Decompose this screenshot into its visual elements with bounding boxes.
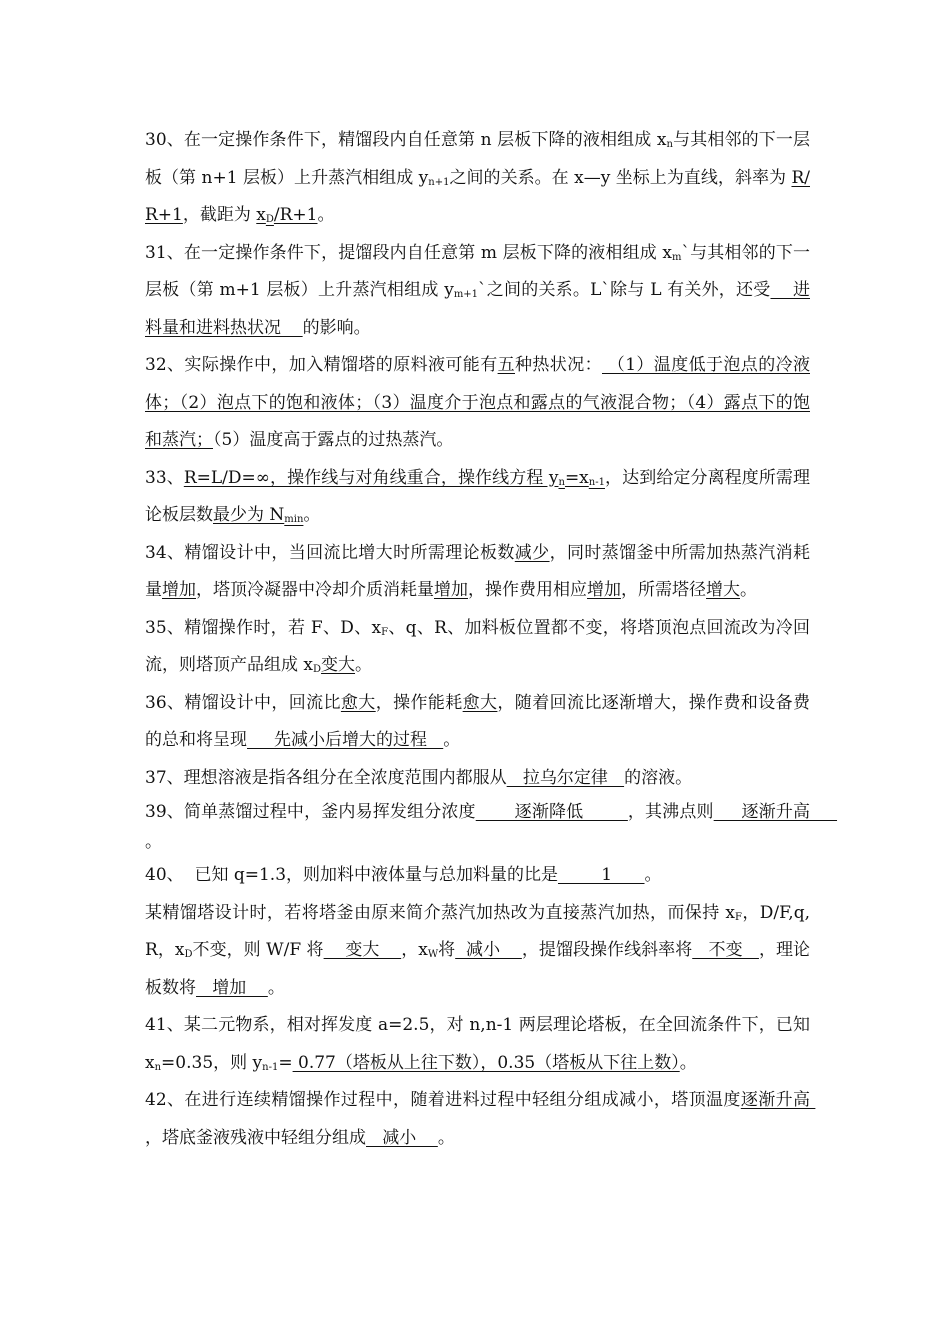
text-run: （5）温度高于露点的过热蒸汽。 [213, 430, 454, 450]
text-run: ，理论板数将 [145, 940, 811, 998]
text-run: 。 [355, 655, 373, 675]
text-run: 。 [740, 580, 757, 600]
text-run: m [672, 251, 682, 263]
text-run: 。 [145, 832, 162, 852]
question-30 [145, 122, 810, 235]
text-run: 、q、R、加料板位置都不变，将塔顶泡点回流改为冷回流，则塔顶产品组成 x [145, 617, 810, 675]
text-run: = [278, 1052, 293, 1073]
text-run: n-1 [262, 1061, 279, 1073]
text-run: 31、在一定操作条件下，提馏段内自任意第 m 层板下降的液相组成 x [145, 242, 672, 263]
text-run: 40、 已知 q=1.3，则加料中液体量与总加料量的比是 [145, 865, 559, 885]
answer-blank: 逐渐降低 [475, 802, 628, 822]
answer-blank: 0.77（塔板从上往下数），0.35（塔板从下往上数） [292, 1052, 680, 1073]
answer-blank: 增加 [162, 580, 196, 600]
text-run: ，塔底釜液残液中轻组分组成 [145, 1127, 366, 1148]
text-run: 。 [317, 205, 335, 225]
answer-blank: 愈大 [340, 692, 376, 713]
answer-blank: 逐渐升高 [740, 1090, 816, 1110]
answer-blank: 增加 [196, 977, 268, 998]
text-run: ，达到给定分离程度所需理论板层数 [145, 467, 811, 525]
text-run: 。 [303, 505, 321, 525]
text-run: F [381, 626, 389, 638]
text-run: ，所需塔径 [621, 580, 706, 600]
text-run: 39、简单蒸馏过程中，釜内易挥发组分浓度 [145, 802, 476, 822]
answer-blank: 1 [558, 865, 645, 885]
answer-blank: （1）温度低于泡点的冷液体；（2）泡点下的饱和液体；（3）温度介于泡点和露点的气液混合物；（4）露点下的饱和蒸汽； [145, 355, 810, 450]
text-run: ，提馏段操作线斜率将 [521, 940, 693, 960]
question-32 [145, 347, 810, 460]
text-run: m+1 [453, 289, 479, 300]
text-run: 。 [679, 1052, 697, 1073]
answer-blank: 增大 [706, 580, 740, 600]
text-run: 将 [438, 940, 456, 960]
answer-blank: 最少为 N [213, 505, 285, 525]
text-run: ，其沸点则 [627, 802, 714, 822]
text-run: ，同时蒸馏釜中所需加热蒸汽消耗量 [145, 542, 810, 600]
answer-blank: 先减小后增大的过程 [247, 730, 444, 750]
question-40 [145, 857, 810, 895]
question-34 [145, 535, 810, 610]
text-run: 。 [437, 1127, 455, 1148]
answer-blank: n [558, 476, 565, 488]
text-run: `与其相邻的下一层板（第 m+1 层板）上升蒸汽相组成 y [145, 242, 810, 300]
text-run: ，操作费用相应 [468, 580, 587, 600]
text-run: 33、 [145, 467, 184, 488]
question-35 [145, 610, 810, 685]
question-42 [145, 1082, 816, 1157]
text-run: W [427, 949, 439, 960]
answer-blank: 愈大 [462, 692, 498, 713]
answer-blank: 增加 [587, 580, 621, 600]
text-run: 41、某二元物系，相对挥发度 a=2.5，对 n,n-1 两层理论塔板，在全回流条件下，已知 x [145, 1015, 816, 1073]
text-run: 。 [644, 865, 662, 885]
answer-blank: R=L/D=∞，操作线与对角线重合，操作线方程 y [183, 467, 559, 488]
text-run: 的影响。 [302, 317, 371, 338]
answer-blank: 增加 [434, 580, 468, 600]
text-run: ，截距为 [182, 205, 257, 225]
text-run: 某精馏塔设计时，若将塔釜由原来简介蒸汽加热改为直接蒸汽加热，而保持 x [145, 902, 736, 923]
answer-blank: 减小 [455, 940, 522, 960]
text-run: ，操作能耗 [375, 692, 463, 713]
text-run: n [154, 1061, 162, 1073]
text-run: n [666, 139, 673, 150]
text-run: ，x [401, 940, 428, 960]
answer-blank: 减小 [366, 1127, 438, 1148]
question-41 [145, 1007, 816, 1082]
text-run: 32、实际操作中，加入精馏塔的原料液可能有 [145, 355, 498, 375]
answer-blank: 逐渐升高 [713, 802, 838, 822]
question-37 [145, 760, 810, 798]
answer-blank: D [265, 214, 274, 225]
answer-blank: /R+1 [273, 205, 318, 225]
text-run: 不变，则 W/F 将 [192, 940, 324, 960]
text-run: 37、理想溶液是指各组分在全浓度范围内都服从 [145, 767, 507, 788]
question-39 [145, 797, 838, 857]
text-run: 34、精馏设计中，当回流比增大时所需理论板数 [145, 542, 515, 563]
answer-blank: x [256, 205, 266, 225]
text-run: 42、在进行连续精馏操作过程中，随着进料过程中轻组分组成减小，塔顶温度 [145, 1090, 741, 1110]
text-run: n+1 [428, 176, 450, 188]
text-run: 的溶液。 [624, 767, 693, 788]
text-run: =0.35，则 y [161, 1052, 263, 1073]
text-run: D [313, 664, 322, 675]
answer-blank: 不变 [692, 940, 759, 960]
answer-blank: min [284, 514, 304, 525]
text-run: `之间的关系。L`除与 L 有关外，还受 [478, 280, 771, 300]
answer-blank: R/R+1 [145, 167, 810, 225]
answer-blank: 五 [497, 355, 515, 375]
text-run: 30、在一定操作条件下，精馏段内自任意第 n 层板下降的液相组成 x [145, 130, 667, 150]
text-run: 之间的关系。在 x—y 坐标上为直线，斜率为 [449, 167, 792, 188]
answer-blank: 减少 [514, 542, 550, 563]
answer-blank: n-1 [588, 476, 605, 488]
question-36 [145, 685, 810, 760]
text-run: 。 [443, 730, 461, 750]
text-run: 36、精馏设计中，回流比 [145, 692, 341, 713]
text-run: ，塔顶冷凝器中冷却介质消耗量 [196, 580, 434, 600]
text-run: ，随着回流比逐渐增大，操作费和设备费的总和将呈现 [145, 692, 811, 750]
text-run: ，D/F,q,R，x [145, 902, 810, 960]
answer-blank: =x [564, 467, 589, 488]
question-31 [145, 235, 810, 348]
text-run: 35、精馏操作时，若 F、D、x [145, 617, 382, 638]
text-run: F [735, 911, 742, 923]
question-40-followup [145, 895, 810, 1008]
answer-blank: 进料量和进料热状况 [145, 280, 810, 338]
question-33 [145, 460, 810, 535]
text-run: 。 [267, 977, 285, 998]
answer-blank: 变大 [323, 940, 402, 960]
text-run: D [184, 949, 193, 960]
text-run: 种热状况： [515, 355, 602, 375]
text-run: 与其相邻的下一层板（第 n+1 层板）上升蒸汽相组成 y [145, 130, 810, 188]
answer-blank: 变大 [321, 655, 356, 675]
answer-blank: 拉乌尔定律 [506, 767, 625, 788]
